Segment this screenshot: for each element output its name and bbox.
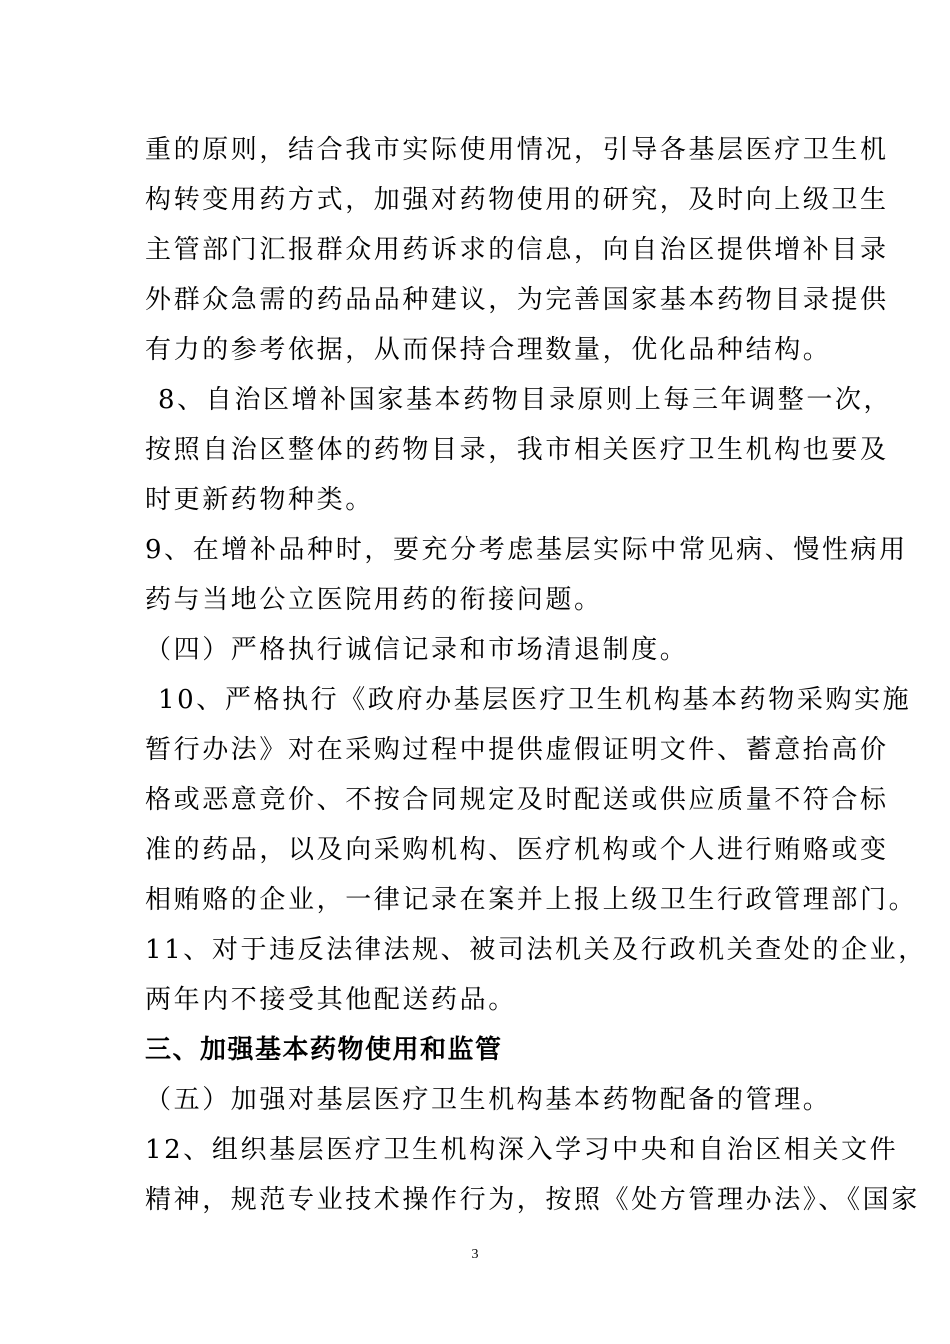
paragraph-line: 准的药品，以及向采购机构、医疗机构或个人进行贿赂或变 xyxy=(145,835,889,865)
paragraph-line: 主管部门汇报群众用药诉求的信息，向自治区提供增补目录 xyxy=(145,235,889,265)
paragraph-line: 暂行办法》对在采购过程中提供虚假证明文件、蓄意抬高价 xyxy=(145,735,889,765)
paragraph-line: 12、组织基层医疗卫生机构深入学习中央和自治区相关文件 xyxy=(145,1135,899,1165)
paragraph-line: 时更新药物种类。 xyxy=(145,485,374,515)
paragraph-line: 按照自治区整体的药物目录，我市相关医疗卫生机构也要及 xyxy=(145,435,889,465)
section-subheading: （五）加强对基层医疗卫生机构基本药物配备的管理。 xyxy=(145,1085,832,1115)
paragraph-line: 8、自治区增补国家基本药物目录原则上每三年调整一次， xyxy=(158,385,893,415)
paragraph-line: 有力的参考依据，从而保持合理数量，优化品种结构。 xyxy=(145,335,832,365)
paragraph-line: 精神，规范专业技术操作行为，按照《处方管理办法》、《国家 xyxy=(145,1185,920,1215)
paragraph-line: 重的原则，结合我市实际使用情况，引导各基层医疗卫生机 xyxy=(145,135,889,165)
paragraph-line: 11、对于违反法律法规、被司法机关及行政机关查处的企业， xyxy=(145,935,927,965)
paragraph-line: 相贿赂的企业，一律记录在案并上报上级卫生行政管理部门。 xyxy=(145,885,918,915)
paragraph-line: 外群众急需的药品品种建议，为完善国家基本药物目录提供 xyxy=(145,285,889,315)
paragraph-line: 药与当地公立医院用药的衔接问题。 xyxy=(145,585,603,615)
paragraph-line: 9、在增补品种时，要充分考虑基层实际中常见病、慢性病用 xyxy=(145,535,908,565)
section-subheading: （四）严格执行诚信记录和市场清退制度。 xyxy=(145,635,689,665)
paragraph-line: 10、严格执行《政府办基层医疗卫生机构基本药物采购实施 xyxy=(158,685,912,715)
paragraph-line: 两年内不接受其他配送药品。 xyxy=(145,985,517,1015)
paragraph-line: 构转变用药方式，加强对药物使用的研究，及时向上级卫生 xyxy=(145,185,889,215)
paragraph-line: 格或恶意竞价、不按合同规定及时配送或供应质量不符合标 xyxy=(145,785,889,815)
section-heading: 三、加强基本药物使用和监管 xyxy=(145,1035,503,1065)
page-number: 3 xyxy=(471,1247,479,1262)
